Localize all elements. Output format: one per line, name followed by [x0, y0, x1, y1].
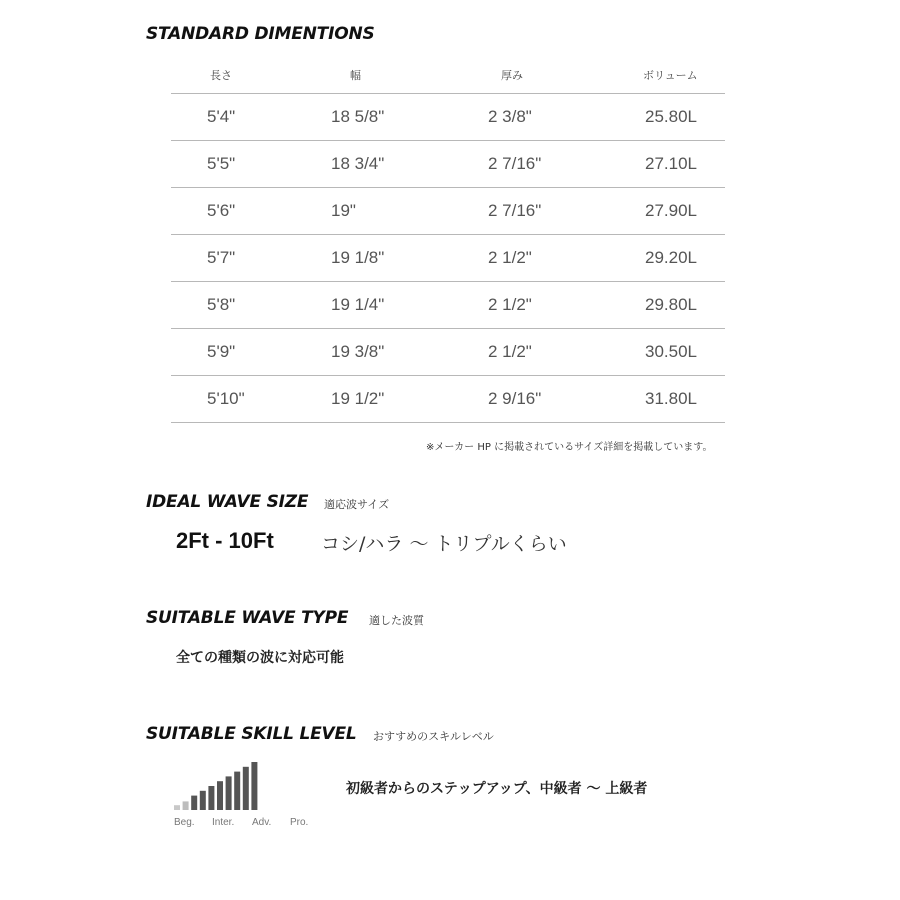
- cell-thickness: 2 7/16": [488, 201, 542, 220]
- cell-volume: 31.80L: [645, 389, 697, 408]
- dimensions-note: ※メーカー HP に掲載されているサイズ詳細を掲載しています。: [426, 442, 713, 453]
- table-row: [171, 141, 725, 188]
- cell-length: 5'7": [207, 248, 236, 267]
- cell-thickness: 2 3/8": [488, 107, 532, 126]
- skill-bar: [174, 805, 180, 810]
- wave-type-title: SUITABLE WAVE TYPE: [146, 608, 349, 628]
- skill-bar: [226, 776, 232, 810]
- skill-bar: [183, 801, 189, 810]
- skill-label-pro: Pro.: [290, 817, 309, 828]
- cell-volume: 27.90L: [645, 201, 697, 220]
- cell-length: 5'6": [207, 201, 236, 220]
- dimensions-title: STANDARD DIMENTIONS: [146, 24, 375, 44]
- header-thickness: 厚み: [501, 69, 523, 82]
- table-row: [171, 376, 725, 423]
- skill-bar: [234, 772, 240, 810]
- skill-bar: [200, 791, 206, 810]
- cell-volume: 29.20L: [645, 248, 697, 267]
- skill-bar: [208, 786, 214, 810]
- dimensions-table: [171, 93, 725, 423]
- cell-length: 5'8": [207, 295, 236, 314]
- skill-label-intermediate: Inter.: [212, 817, 235, 828]
- skill-bar: [243, 767, 249, 810]
- skill-label-beginner: Beg.: [174, 817, 195, 828]
- cell-thickness: 2 7/16": [488, 154, 542, 173]
- skill-bar: [217, 781, 223, 810]
- cell-width: 19 1/4": [331, 295, 385, 314]
- cell-width: 19 3/8": [331, 342, 385, 361]
- cell-width: 19 1/2": [331, 389, 385, 408]
- table-row: [171, 282, 725, 329]
- cell-length: 5'5": [207, 154, 236, 173]
- wave-type-description: 全ての種類の波に対応可能: [176, 650, 344, 666]
- table-row: [171, 188, 725, 235]
- cell-volume: 29.80L: [645, 295, 697, 314]
- skill-label-advanced: Adv.: [252, 817, 272, 828]
- cell-length: 5'10": [207, 389, 245, 408]
- wave-size-title: IDEAL WAVE SIZE: [146, 492, 309, 512]
- header-volume: ボリューム: [643, 69, 698, 82]
- cell-thickness: 2 1/2": [488, 295, 532, 314]
- cell-width: 19": [331, 201, 356, 220]
- cell-width: 18 3/4": [331, 154, 385, 173]
- cell-thickness: 2 9/16": [488, 389, 542, 408]
- cell-thickness: 2 1/2": [488, 342, 532, 361]
- cell-width: 18 5/8": [331, 107, 385, 126]
- wave-size-description: コシ/ハラ 〜 トリプルくらい: [321, 533, 567, 555]
- cell-length: 5'9": [207, 342, 236, 361]
- cell-volume: 30.50L: [645, 342, 697, 361]
- table-row: [171, 235, 725, 282]
- skill-bar: [251, 762, 257, 810]
- cell-thickness: 2 1/2": [488, 248, 532, 267]
- header-width: 幅: [350, 69, 361, 82]
- skill-subtitle: おすすめのスキルレベル: [373, 730, 494, 743]
- wave-size-subtitle: 適応波サイズ: [324, 498, 390, 511]
- table-row: [171, 329, 725, 376]
- cell-width: 19 1/8": [331, 248, 385, 267]
- wave-type-subtitle: 適した波質: [369, 614, 424, 627]
- skill-title: SUITABLE SKILL LEVEL: [146, 724, 357, 744]
- cell-volume: 25.80L: [645, 107, 697, 126]
- table-row: [171, 93, 725, 141]
- skill-description: 初級者からのステップアップ、中級者 〜 上級者: [346, 781, 648, 797]
- cell-length: 5'4": [207, 107, 236, 126]
- skill-bar: [191, 796, 197, 810]
- header-length: 長さ: [210, 69, 232, 82]
- wave-size-range: 2Ft - 10Ft: [176, 528, 274, 553]
- cell-volume: 27.10L: [645, 154, 697, 173]
